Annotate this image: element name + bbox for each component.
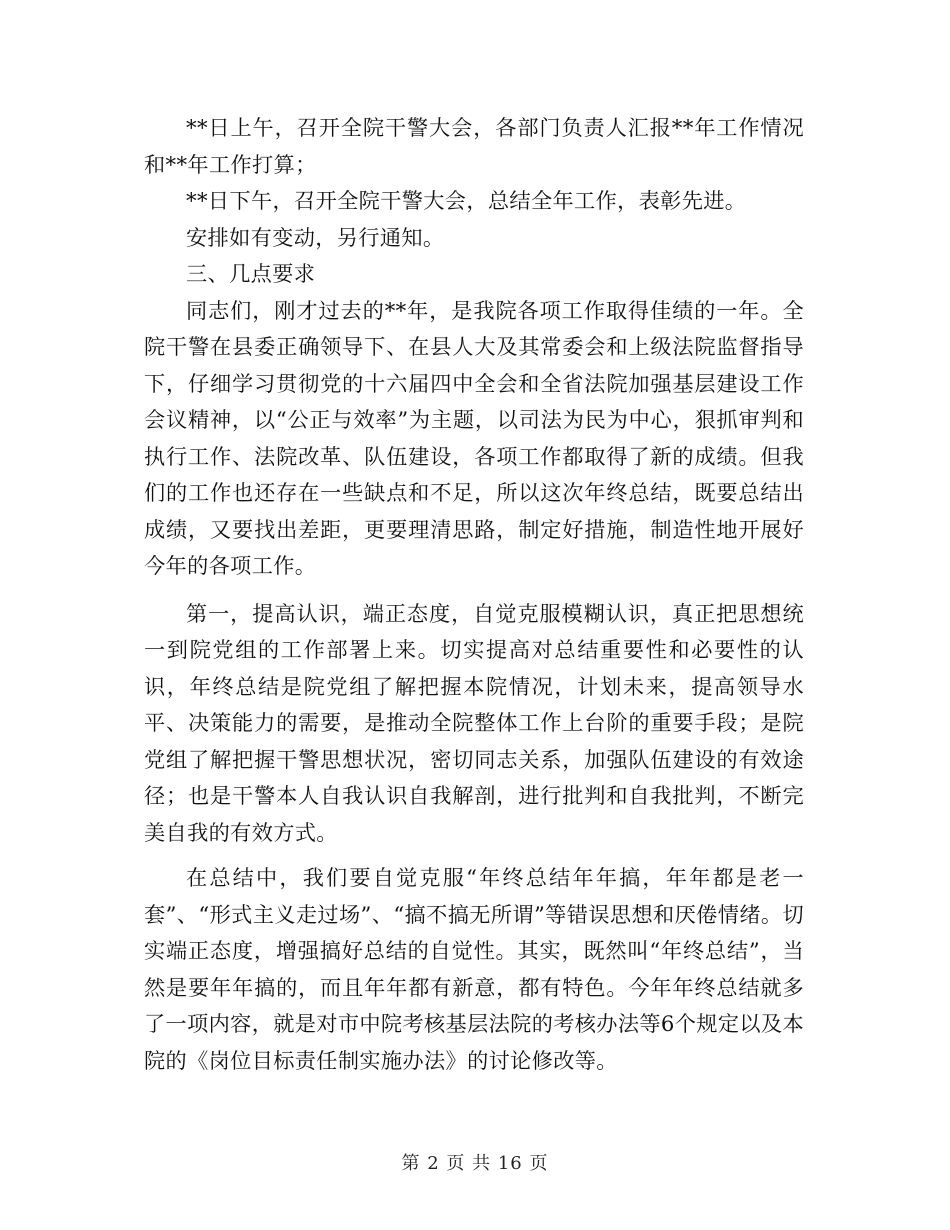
comrades-paragraph: 同志们，刚才过去的**年，是我院各项工作取得佳绩的一年。全院干警在县委正确领导下、在县人大及其常委会和上级法院监督指导下，仔细学习贯彻党的十六届四中全会和全省法院加强基层建设工作会议精神，以“公正与效率”为主题，以司法为民为中心，狠抓审判和执行工作、法院改革、队伍建设，各项工作都取得了新的成绩。但我们的工作也还存在一些缺点和不足，所以这次年终总结，既要总结出成绩，又要找出差距，更要理清思路，制定好措施，制造性地开展好今年的各项工作。 (144, 297, 804, 578)
page-number-footer: 第 2 页 共 16 页 (401, 1153, 549, 1174)
first-point-paragraph: 第一，提高认识，端正态度，自觉克服模糊认识，真正把思想统一到院党组的工作部署上来。切实提高对总结重要性和必要性的认识，年终总结是院党组了解把握本院情况，计划未来，提高领导水平、决策能力的需要，是推动全院整体工作上台阶的重要手段；是院党组了解把握干警思想状况，密切同志关系，加强队伍建设的有效途径；也是干警本人自我认识自我解剖，进行批判和自我批判，不断完美自我的有效方式。 (144, 600, 804, 845)
document-body (144, 110, 804, 1079)
schedule-afternoon-paragraph: **日下午，召开全院干警大会，总结全年工作，表彰先进。 (186, 188, 747, 213)
section-heading-requirements: 三、几点要求 (186, 261, 316, 286)
schedule-change-notice: 安排如有变动，另行通知。 (186, 224, 445, 250)
schedule-morning-paragraph: **日上午，召开全院干警大会，各部门负责人汇报**年工作情况和**年工作打算； (144, 115, 804, 177)
summary-attitude-paragraph: 在总结中，我们要自觉克服“年终总结年年搞，年年都是老一套”、“形式主义走过场”、“搞不搞无所谓”等错误思想和厌倦情绪。切实端正态度，增强搞好总结的自觉性。其实，既然叫“年终总结”，当然是要年年搞的，而且年年都有新意，都有特色。今年年终总结就多了一项内容，就是对市中院考核基层法院的考核办法等6个规定以及本院的《岗位目标责任制实施办法》的讨论修改等。 (144, 865, 804, 1073)
